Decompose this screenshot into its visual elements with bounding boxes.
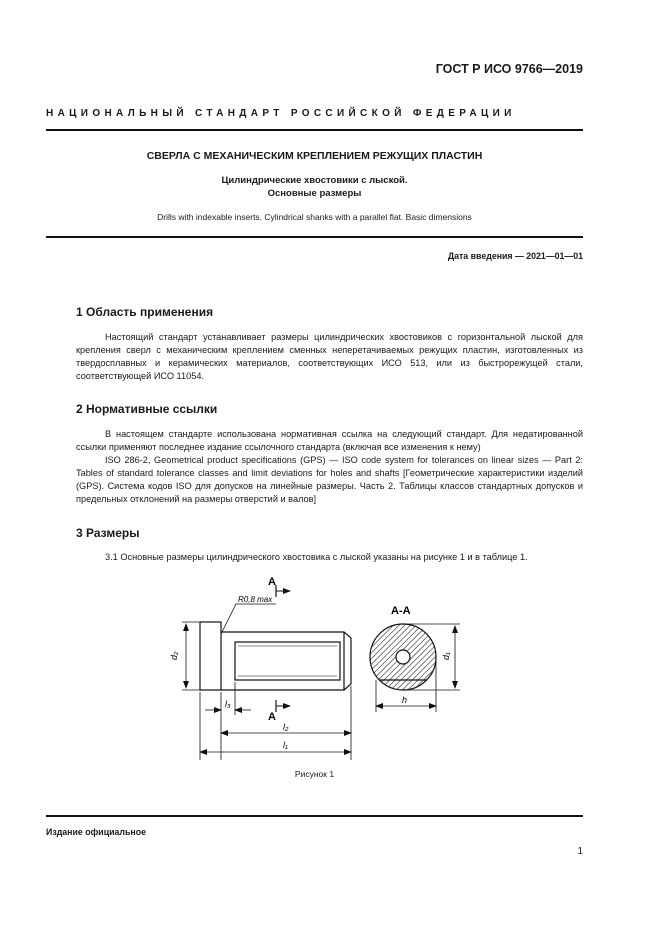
standard-number: ГОСТ Р ИСО 9766—2019 [435, 62, 583, 76]
section-2-paragraph-1: В настоящем стандарте использована нормативная ссылка на следующий стандарт. Для недатированной ссылки применяют последнее издание ссылочного стандарта (включая все изменения к нему) [76, 429, 583, 452]
section-2-heading: 2 Нормативные ссылки [76, 402, 218, 416]
shank-body [221, 632, 351, 690]
page-number: 1 [577, 846, 583, 857]
bottom-rule [46, 815, 583, 817]
national-standard-banner: НАЦИОНАЛЬНЫЙ СТАНДАРТ РОССИЙСКОЙ ФЕДЕРАЦИИ [46, 108, 516, 119]
d1-label: d₁ [441, 652, 451, 660]
document-title: СВЕРЛА С МЕХАНИЧЕСКИМ КРЕПЛЕНИЕМ РЕЖУЩИХ ПЛАСТИН [146, 150, 483, 162]
section-3-paragraph: 3.1 Основные размеры цилиндрического хвостовика с лыской указаны на рисунке 1 и в таблице 1. [105, 552, 528, 562]
section-3-heading: 3 Размеры [76, 526, 140, 540]
english-title: Drills with indexable inserts. Cylindrical shanks with a parallel flat. Basic dimensions [157, 212, 472, 222]
figure-caption: Рисунок 1 [294, 769, 335, 779]
shank-side-view [200, 622, 351, 690]
radius-leader [221, 604, 276, 634]
l1-label: l₁ [283, 740, 288, 750]
shank-collar [200, 622, 221, 690]
d2-label: d₂ [169, 651, 179, 660]
section-label-bottom: A [268, 711, 276, 723]
radius-label: R0,8 max [238, 595, 273, 604]
l3-label: l₃ [225, 699, 231, 709]
document-subtitle-1: Цилиндрические хвостовики с лыской. [221, 175, 408, 186]
section-label-top: A [268, 576, 276, 588]
introduction-date: Дата введения — 2021—01—01 [447, 251, 583, 261]
section-2-paragraph-2: ISO 286-2, Geometrical product specifications (GPS) — ISO code system for tolerances on linear sizes — Part 2: Tables of standard tolerance classes and limit deviations for holes and shafts [Геометрические характеристики изделий (GPS). Система кодов ISO для допусков на линейные размеры. Часть 2. Таблицы классов стандартных допусков и предельных отклонений на размеры отверстий и валов] [76, 455, 583, 504]
section-1-paragraph: Настоящий стандарт устанавливает размеры цилиндрических хвостовиков с горизонтальной лыской для крепления сверл с механическим креплением сменных неперетачиваемых режущих пластин, изготовленных из твердосплавных и керамических материалов, соответствующих ИСО 513, или из быстрорежущей стали, соответствующей ИСО 11054. [76, 332, 583, 381]
section-view [370, 624, 436, 690]
section-view-title: A-A [391, 605, 411, 617]
h-label: h [402, 695, 408, 705]
l2-label: l₂ [283, 722, 289, 732]
cross-section-hole [396, 650, 410, 664]
parallel-flat [235, 642, 340, 680]
section-1-heading: 1 Область применения [76, 305, 214, 319]
official-edition: Издание официальное [46, 827, 146, 837]
document-subtitle-2: Основные размеры [267, 188, 362, 199]
